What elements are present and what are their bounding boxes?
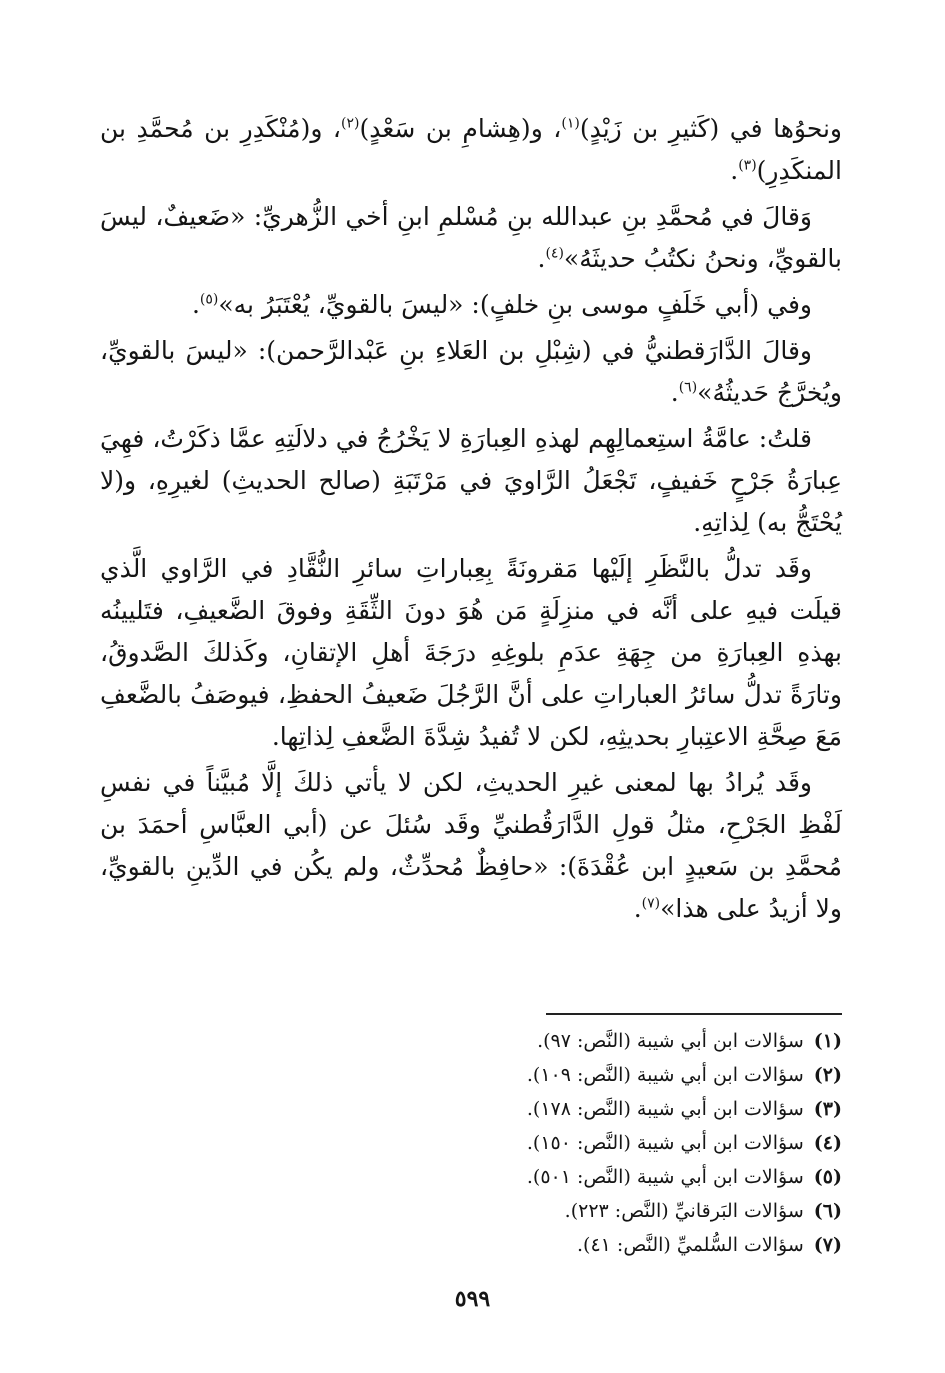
paragraph bbox=[100, 108, 842, 192]
footnote-number: (٣) bbox=[813, 1098, 842, 1120]
paragraph-text: . bbox=[633, 894, 642, 923]
footnote bbox=[300, 1194, 842, 1228]
paragraph bbox=[100, 284, 842, 326]
paragraph-text: . bbox=[670, 378, 679, 407]
footnote-marker[interactable]: (٧) bbox=[641, 895, 661, 912]
footnote-text: سؤالات السُّلميِّ (النَّص: ٤١). bbox=[577, 1234, 804, 1256]
paragraph-text: قلتُ: عامَّةُ استِعمالِهِم لهذهِ العِبارَةِ لا يَخْرُجُ في دلالَتِهِ عمَّا ذكَرْتُ، فهِيَ عِبارَةُ جَرْحٍ خَفيفٍ، تَجْعَلُ الرَّاويَ في مَرْتَبَةِ (صالح الحديثِ) لغيرِهِ، و(لا يُحْتَجُّ به) لِذاتِهِ. bbox=[100, 424, 842, 537]
footnote bbox=[300, 1126, 842, 1160]
footnote bbox=[300, 1160, 842, 1194]
paragraph-text: وقالَ الدَّارَقطنيُّ في (شِبْلِ بن العَلاءِ بنِ عَبْدالرَّحمن): «ليسَ بالقويِّ، ويُخرَّجُ حَديثُهُ» bbox=[100, 336, 842, 407]
footnote-marker[interactable]: (٥) bbox=[199, 291, 219, 308]
paragraph-text: وفي (أبي خَلَفٍ موسى بنِ خلفٍ): «ليسَ بالقويِّ، يُعْتَبَرُ به» bbox=[218, 290, 812, 319]
footnote-text: سؤالات ابن أبي شيبة (النَّص: ٩٧). bbox=[537, 1030, 804, 1052]
footnote-marker[interactable]: (٦) bbox=[678, 379, 698, 396]
paragraph-text: وَقالَ في مُحمَّدِ بنِ عبدالله بنِ مُسْلمِ ابنِ أخي الزُّهريِّ: «ضَعيفٌ، ليسَ بالقويِّ، ونحنُ نكتُبُ حديثَهُ» bbox=[100, 202, 842, 273]
footnote bbox=[300, 1024, 842, 1058]
footnote-number: (٢) bbox=[813, 1064, 842, 1086]
footnote-number: (١) bbox=[813, 1030, 842, 1052]
paragraph bbox=[100, 418, 842, 544]
footnote-number: (٧) bbox=[813, 1234, 842, 1256]
footnote bbox=[300, 1058, 842, 1092]
footnote-number: (٤) bbox=[813, 1132, 842, 1154]
paragraph-text: وقَد تدلُّ بالنَّظَرِ إلَيْها مَقرونَةً بِعِباراتِ سائرِ النُّقَّادِ في الرَّاوي الَّذي قيلَت فيهِ على أنَّه في منزِلَةٍ مَن هُوَ دونَ الثِّقَةِ وفوقَ الضَّعيفِ، فتَليينُه بهذهِ العِبارَةِ من جِهَةِ عدَمِ بلوغِهِ درَجَةَ أهلِ الإتقانِ، وكَذلكَ الصَّدوقُ، وتارَةً تدلُّ سائرُ العباراتِ على أنَّ الرَّجُلَ ضَعيفُ الحفظِ، فيوصَفُ بالضَّعفِ مَعَ صِحَّةِ الاعتِبارِ بحديثِهِ، لكن لا تُفيدُ شِدَّةَ الضَّعفِ لِذاتِها. bbox=[100, 554, 842, 751]
footnote bbox=[300, 1228, 842, 1262]
paragraph bbox=[100, 330, 842, 414]
footnote-text: سؤالات ابن أبي شيبة (النَّص: ١٠٩). bbox=[526, 1064, 804, 1086]
footnote-text: سؤالات ابن أبي شيبة (النَّص: ١٥٠). bbox=[526, 1132, 804, 1154]
main-text bbox=[100, 108, 842, 934]
paragraph-text: وقَد يُرادُ بها لمعنى غيرِ الحديثِ، لكن لا يأتي ذلكَ إلَّا مُبيَّناً في نفسِ لَفْظِ الجَرْحِ، مثلُ قولِ الدَّارَقُطنيِّ وقَد سُئلَ عن (أبي العبَّاسِ أحمَدَ بن مُحمَّدِ بن سَعيدٍ ابن عُقْدَةَ): «حافِظٌ مُحدِّثٌ، ولم يكُن في الدِّينِ بالقويِّ، ولا أزيدُ على هذا» bbox=[100, 768, 842, 923]
footnote-text: سؤالات ابن أبي شيبة (النَّص: ٥٠١). bbox=[526, 1166, 804, 1188]
paragraph bbox=[100, 196, 842, 280]
footnotes bbox=[300, 1024, 842, 1262]
paragraph bbox=[100, 548, 842, 758]
footnote-divider bbox=[546, 1013, 842, 1015]
footnote-text: سؤالات ابن أبي شيبة (النَّص: ١٧٨). bbox=[526, 1098, 804, 1120]
footnote bbox=[300, 1092, 842, 1126]
paragraph-text: . bbox=[537, 244, 546, 273]
paragraph-text: . bbox=[730, 156, 739, 185]
footnote-number: (٥) bbox=[813, 1166, 842, 1188]
footnote-number: (٦) bbox=[813, 1200, 842, 1222]
paragraph-text: ، و(هِشامِ بن سَعْدٍ) bbox=[359, 114, 562, 143]
footnote-marker[interactable]: (٣) bbox=[738, 157, 757, 174]
paragraph-text: ونحوُها في (كَثيرِ بن زَيْدٍ) bbox=[579, 114, 842, 143]
paragraph-text: ، و(مُنْكَدِرِ بن مُحمَّدِ بن المنكَدِرِ) bbox=[100, 114, 842, 185]
footnote-marker[interactable]: (٤) bbox=[545, 245, 564, 262]
paragraph-text: . bbox=[191, 290, 200, 319]
footnote-text: سؤالات البَرقانيِّ (النَّص: ٢٢٣). bbox=[564, 1200, 804, 1222]
footnote-marker[interactable]: (١) bbox=[561, 115, 580, 132]
paragraph bbox=[100, 762, 842, 930]
page-number: ٥٩٩ bbox=[454, 1286, 491, 1312]
footnote-marker[interactable]: (٢) bbox=[340, 115, 360, 132]
